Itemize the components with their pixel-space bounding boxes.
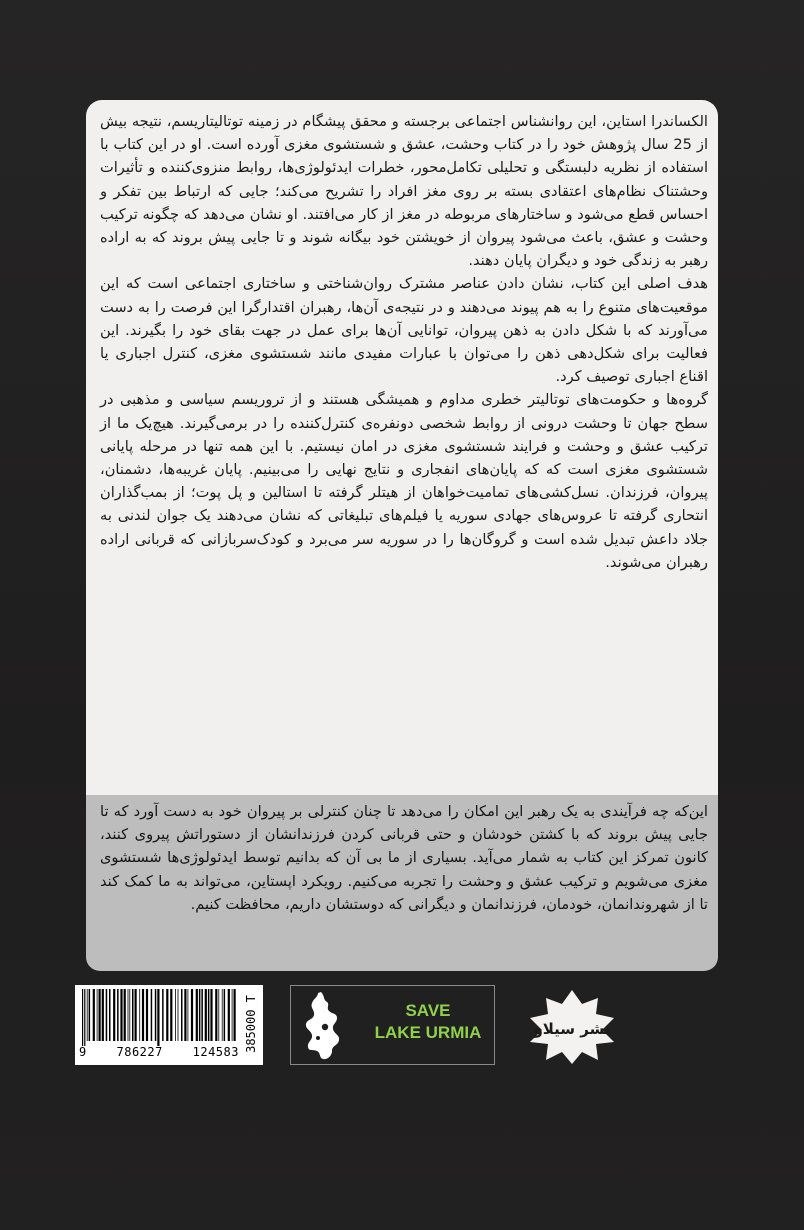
barcode-bar <box>170 989 172 1041</box>
barcode-bar <box>109 989 111 1041</box>
barcode-bar <box>191 989 193 1041</box>
barcode-bar <box>129 989 130 1041</box>
barcode-bar <box>84 989 85 1046</box>
barcode-bar <box>120 989 122 1041</box>
save-lake-urmia-badge <box>290 985 495 1065</box>
barcode-digit-lead: 9 <box>79 1045 87 1059</box>
save-lake-urmia-text <box>363 1000 493 1044</box>
lake-urmia-line: LAKE URMIA <box>374 1023 482 1042</box>
barcode-bar <box>82 989 83 1046</box>
synopsis-highlight-paragraph: این‌که چه فرآیندی به یک رهبر این امکان را می‌دهد تا چنان کنترلی بر پیروان خود به دست آورد که تا جایی پیش بروند که با کشتن خودشان و حتی قربانی کردن فرزندانشان از دستوراتش پیروی کنند، کانون تمرکز این کتاب به شمار می‌آید. بسیاری از ما بی آن که بدانیم توسط ایدئولوژی‌ها شستشوی مغزی می‌شویم و ترکیب عشق و وحشت را تجربه می‌کنیم. رویکرد اپستاین، می‌تواند به ما کمک کند تا از شهروندانمان، خودمان، فرزندانمان و دیگرانی که دوستشان داریم، محافظت کنیم. <box>100 803 708 913</box>
barcode-bar <box>146 989 148 1041</box>
barcode-bar <box>178 989 179 1041</box>
barcode-bar <box>157 989 159 1046</box>
barcode-bar <box>89 989 91 1041</box>
barcode-bar <box>97 989 98 1041</box>
barcode-bar <box>106 989 108 1041</box>
barcode-digits <box>79 1045 239 1059</box>
barcode-bar <box>232 989 233 1041</box>
barcode-bar <box>228 989 230 1041</box>
barcode-bar <box>117 989 119 1041</box>
barcode-bar <box>87 989 88 1041</box>
price-label: 385000 T <box>244 995 258 1053</box>
barcode-bar <box>124 989 126 1041</box>
synopsis-paragraph-1: الکساندرا استاین، این روانشناس اجتماعی برجسته و محقق پیشگام در زمینه توتالیتاریسم، نتیجه بیش از 25 سال پژوهش خود را در کتاب وحشت، عشق و شستشوی مغزی آورده است. او در این کتاب با استفاده از نظریه دلبستگی و تحلیلی تکامل‌محور، خطرات ایدئولوژی‌ها، روابط منزوی‌کننده و تأثیرات وحشتناک نظام‌های اعتقادی بسته بر روی مغز افراد را تشریح می‌کند؛ جایی که ارتباط بین تفکر و احساس قطع می‌شود و ساختارهای مربوطه در مغز از کار می‌افتند. او نشان می‌دهد که چگونه ترکیب وحشت و عشق، باعث می‌شود پیروان از خویشتن خود بیگانه شوند و تا جایی پیش بروند که به اراده رهبر به زندگی خود و دیگران پایان دهند. <box>100 113 708 270</box>
barcode-bar <box>224 989 226 1041</box>
barcode-bar <box>142 989 144 1041</box>
barcode-digit-group-1: 786227 <box>116 1045 163 1059</box>
barcode-bar <box>139 989 140 1041</box>
barcode-bar <box>155 989 157 1041</box>
barcode-bar <box>102 989 104 1041</box>
barcode-bar <box>218 989 219 1041</box>
barcode-bar <box>181 989 183 1041</box>
synopsis-paragraph-3: گروه‌ها و حکومت‌های توتالیتر خطری مداوم و همیشگی هستند و از تروریسم سیاسی و مذهبی در سطح جهان تا وحشت درونی از روابط شخصی دونفره‌ی کنترل‌کننده را در برمی‌گیرند. هیچ‌یک ما از ترکیب عشق و وحشت و فرایند شستشوی مغزی در امان نیستیم. با این همه تنها در مرحله پایانی شستشوی مغزی است که که پایان‌های انفجاری و نتایج نهایی را می‌بینیم. پایان غریبه‌ها، دشمنان، پیروان، فرزندان. نسل‌کشی‌های تمامیت‌خواهان از هیتلر گرفته تا استالین و پل پوت؛ از بمب‌گذاران انتحاری گرفته تا عروس‌های جهادی سوریه یا فیلم‌های تبلیغاتی که نشان می‌دهند یک جوان لندنی به جلاد داعش تبدیل شده است و گروگان‌ها را در سوریه سر می‌برد و کودک‌سربازانی که قربانی اراده رهبران می‌شوند. <box>100 391 708 571</box>
barcode-bar <box>99 989 101 1041</box>
barcode-bar <box>188 989 189 1041</box>
barcode-bar <box>208 989 210 1041</box>
barcode-bar <box>166 989 168 1041</box>
synopsis-text <box>100 110 708 574</box>
barcode-bar <box>128 989 129 1041</box>
synopsis-highlight-text <box>100 800 708 916</box>
synopsis-paragraph-2: هدف اصلی این کتاب، نشان دادن عناصر مشترک روان‌شناختی و ساختاری اجتماعی است که این موقعیت‌های متنوع را به هم پیوند می‌دهند و در نتیجه‌ی آن‌ها، رهبران اقتدارگرا این فرصت را به دست می‌آورند که با شکل دادن به ذهن پیروان، توانایی آن‌ها برای عمل در جهت بقای خود را بگیرند. این فعالیت برای شکل‌دهی ذهن را می‌توان با عبارات مفیدی مانند شستشوی مغزی، کنترل اجباری یا اقناع اجباری توصیف کرد. <box>100 275 708 386</box>
save-line: SAVE <box>405 1001 451 1020</box>
barcode-bar <box>199 989 201 1041</box>
barcode-bar <box>162 989 164 1041</box>
barcode-bar <box>135 989 137 1041</box>
barcode-bars <box>81 989 239 1046</box>
publisher-logo-text: نشر سیلاو <box>533 1020 611 1038</box>
isbn-barcode <box>75 985 263 1065</box>
barcode-bar <box>205 989 207 1041</box>
barcode-bar <box>234 989 236 1041</box>
publisher-logo <box>518 984 626 1064</box>
lake-urmia-map-icon <box>299 990 351 1062</box>
barcode-bar <box>132 989 134 1041</box>
barcode-bar <box>222 989 223 1041</box>
barcode-bar <box>196 989 198 1041</box>
price-label-container <box>243 989 259 1061</box>
barcode-digit-group-2: 124583 <box>192 1045 239 1059</box>
barcode-bar <box>93 989 95 1041</box>
barcode-bar <box>151 989 153 1041</box>
barcode-bar <box>215 989 217 1041</box>
barcode-bar <box>184 989 186 1041</box>
barcode-bar <box>113 989 115 1041</box>
barcode-bar <box>201 989 203 1041</box>
barcode-bar <box>210 989 212 1041</box>
barcode-bar <box>175 989 176 1041</box>
